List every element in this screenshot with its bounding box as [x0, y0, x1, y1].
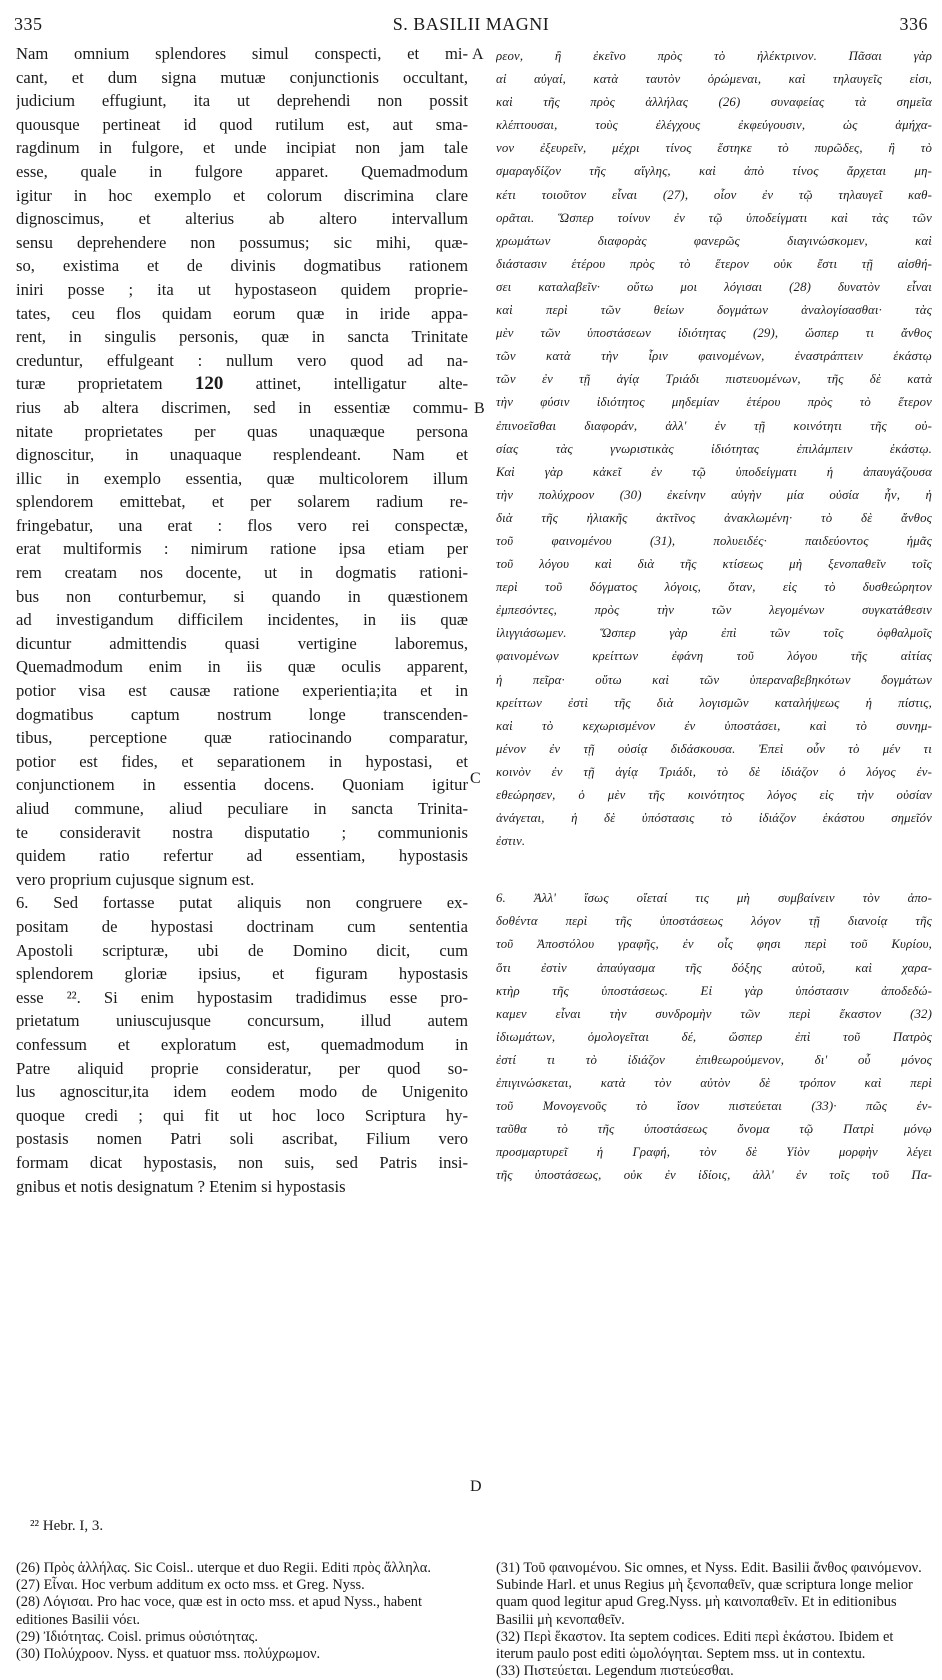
page-number-left: 335 [14, 14, 43, 34]
footnote: (32) Περὶ ἕκαστον. Ita septem codices. Editi περὶ ἑκάστου. Ibidem et iterum paulo post editi ὡμολόγηται. Septem mss. ut in contextu. [496, 1628, 894, 1663]
greek-line: ὅτι ἐστὶν ἀπαύγασμα τῆς δόξης αὐτοῦ, καὶ χαρα- [496, 960, 932, 975]
latin-line: judicium effugiunt, ita ut deprehendi non possit [16, 91, 468, 111]
greek-line: τῶν ἐν τῇ ἁγίᾳ Τριάδι πιστευομένων, τῆς δὲ κατὰ [496, 372, 932, 387]
greek-line: καὶ τὸ κεχωρισμένον ἐν ὑποστάσει, καὶ τὸ συνημ- [496, 718, 932, 733]
greek-line: σμαραγδίζον τῆς αἴγλης, καὶ ἀπὸ τίνος ἄρχεται μη- [496, 164, 932, 179]
latin-line: quousque pertineat id quod rutilum est, aut sma- [16, 114, 468, 134]
latin-line: dignoscitur, in unaquaque resplendeant. Nam et [16, 445, 468, 465]
greek-line: ἰδιωμάτων, ὁμολογεῖται δέ, ὥσπερ ἐπὶ τοῦ Πατρὸς [496, 1029, 932, 1044]
footnote: (33) Πιστεύεται. Legendum πιστεύεσθαι. [496, 1663, 734, 1680]
greek-line: Καὶ γὰρ κἀκεῖ ἐν τῷ ὑποδείγματι ἡ ἀπαυγάζουσα [496, 464, 932, 479]
greek-line: σει καταλαβεῖν· οὕτω μοι λόγισαι (28) δυνατὸν εἶναι [496, 279, 932, 294]
greek-line: ἀνάγεται, ἡ δὲ ὑπόστασις τὸ ἰδιάζον ἑκάστου σημεῖόν [496, 811, 932, 826]
greek-line: ταῦθα τὸ τῆς ὑποστάσεως ὄνομα τῷ Πατρὶ μόνῳ [496, 1122, 932, 1137]
greek-line: ἐστιν. [496, 834, 526, 849]
latin-line: positam de hypostasi doctrinam cum sententia [16, 916, 468, 936]
footnote: (27) Εἶναι. Hoc verbum additum ex octo mss. et Greg. Nyss. [16, 1577, 365, 1594]
footnote: (29) Ἰδιότητας. Coisl. primus οὐσιότητας. [16, 1628, 258, 1645]
latin-line: esse, quale in fulgore apparet. Quemadmodum [16, 161, 468, 181]
footnote: (31) Τοῦ φαινομένου. Sic omnes, et Nyss. Edit. Basilii ἄνθος φαινόμενον. Subinde Harl. et unus Regius μὴ ξενοπαθεῖν, quæ scriptura longe melior quam quod legitur apud Greg.Nyss. μὴ καινοπαθεῖν. Et in editionibus Basilii μὴ κενοπαθεῖν. [496, 1560, 922, 1628]
greek-line: ορᾶται. Ὥσπερ τοίνυν ἐν τῷ ὑποδείγματι καὶ τὰς τῶν [496, 210, 932, 225]
latin-line: dicuntur admittendis quasi vertigine laboremus, [16, 633, 468, 653]
latin-line: rem creatam nos docente, ut in dogmatis rationi- [16, 563, 468, 583]
greek-line: τοῦ Ἀποστόλου γραφῆς, ἐν οἷς φησι περὶ τοῦ Κυρίου, [496, 937, 932, 952]
greek-line: διάστασιν ἑτέρου πρὸς τὸ ἕτερον οὐκ ἔστι τῇ αἰσθή- [496, 256, 932, 271]
latin-line: potior est fides, et separationem in hypostasi, et [16, 751, 468, 771]
greek-line: καὶ περὶ τῶν θείων δογμάτων ἀναλογίσασθαι· τὰς [496, 303, 932, 318]
greek-line: τὴν πολύχροον (30) ἐκείνην αὐγὴν μία οὐσία ἦν, ἡ [496, 487, 932, 502]
latin-line: rius ab altera discrimen, sed in essentiæ commu- [16, 397, 468, 417]
latin-line: cant, et dum signa mutuæ conjunctionis occultant, [16, 67, 468, 87]
footnote: (28) Λόγισαι. Pro hac voce, quæ est in octo mss. et apud Nyss., habent editiones Basilii νόει. [16, 1594, 422, 1628]
greek-line: καὶ τῆς πρὸς ἀλλήλας (26) συναφείας τὰ σημεῖα [496, 95, 932, 110]
greek-line: τὴν φύσιν ἰδιότητος μηδεμίαν ἑτέρου πρὸς τὸ ἕτερον [496, 395, 932, 410]
greek-line: ἐπιγινώσκεται, κατὰ τὸν αὐτὸν δὲ τρόπον καὶ περὶ [496, 1076, 932, 1091]
latin-line: quidem ratio refertur ad essentiam, hypostasis [16, 846, 468, 866]
latin-line: confessum et exploratum est, quemadmodum in [16, 1034, 468, 1054]
latin-line: lus agnoscitur,ita idem eodem modo de Unigenito [16, 1082, 468, 1102]
greek-line: νον ἐξευρεῖν, μέχρι τίνος ἕστηκε τὸ πυρῶδες, ἢ τὸ [496, 141, 932, 156]
greek-line: μένον ἐν τῇ οὐσίᾳ διδάσκουσα. Ἐπεὶ οὖν τὸ μέν τι [496, 741, 932, 756]
latin-line: sensu deprehendere non possumus; sic mihi, quæ- [16, 232, 468, 252]
latin-line: Patre aliquid proprie consideratur, per quod so- [16, 1058, 468, 1078]
latin-line: Apostoli scripturæ, ubi de Domino dicit, cum [16, 940, 468, 960]
latin-line: gnibus et notis designatum ? Etenim si hypostasis [16, 1176, 346, 1196]
latin-line: igitur in hoc exemplo et colorum discrimina clare [16, 185, 468, 205]
latin-line: quoque credi ; qui fit ut hoc loco Scriptura hy- [16, 1105, 468, 1125]
latin-line: tibus, perceptione quæ ratiocinando comparatur, [16, 728, 468, 748]
latin-line: splendorem emittebat, et per solarem radium re- [16, 492, 468, 512]
margin-marker-d: D [470, 1478, 482, 1495]
latin-line-part: turæ proprietatem [16, 374, 195, 394]
latin-line: fringebatur, una erat : flos vero rei conspectæ, [16, 515, 468, 535]
greek-line: τοῦ φαινομένου (31), πολυειδές· παιδεύοντος ἡμᾶς [496, 533, 932, 548]
greek-column [496, 45, 932, 1188]
greek-line: κοινὸν ἐν τῇ ἁγίᾳ Τριάδι, τὸ δὲ ἰδιάζον ὁ λόγος ἐν- [496, 764, 932, 779]
greek-line: φαινομένων κρείττων ἐφάνη τοῦ λόγου τῆς αἰτίας [496, 649, 932, 664]
latin-line: so, existima et de divinis dogmatibus rationem [16, 256, 468, 276]
latin-line: nitate proprietates per quas unaquæque persona [16, 421, 468, 441]
greek-line: περὶ τοῦ δόγματος λόγοις, ὅταν, εἰς τὸ δυσθεώρητον [496, 580, 932, 595]
latin-line: rent, in singulis personis, quæ in sancta Trinitate [16, 327, 468, 347]
greek-line: προσμαρτυρεῖ ἡ Γραφή, τὸν δὲ Υἱὸν μορφὴν λέγει [496, 1145, 932, 1160]
greek-line: μὲν τῶν ὑποστάσεων ἰδιότητας (29), ὥσπερ τι ἄνθος [496, 326, 932, 341]
scripture-reference: ²² Hebr. I, 3. [30, 1518, 104, 1534]
latin-line: esse ²². Si enim hypostasim tradidimus esse pro- [16, 987, 468, 1007]
latin-line: Nam omnium splendores simul conspecti, et mi- [16, 44, 468, 63]
latin-line: Quemadmodum enim in iis quæ oculis apparent, [16, 657, 468, 677]
latin-line: potior visa est causæ ratione experientia;ita et in [16, 681, 468, 701]
latin-line [16, 372, 468, 396]
greek-line: κτὴρ τῆς ὑποστάσεως. Εἰ γὰρ ὑπόστασιν ἀποδεδώ- [496, 983, 932, 998]
greek-line: δοθέντα περὶ τῆς ὑποστάσεως λόγον τῇ διανοίᾳ τῆς [496, 914, 932, 929]
greek-line: τοῦ Μονογενοῦς τὸ ἴσον πιστεύεται (33)· πῶς ἐν- [496, 1099, 932, 1114]
footnote: (30) Πολύχροον. Nyss. et quatuor mss. πολύχρωμον. [16, 1646, 321, 1663]
latin-line: tates, ceu flos quidam eorum quæ in iride appa- [16, 303, 468, 323]
running-header [0, 14, 942, 40]
greek-line: τῶν κατὰ τὴν ἶριν φαινομένων, ἐναστράπτειν ἑκάστῳ [496, 349, 932, 364]
greek-line: αἱ αὐγαί, κατὰ ταυτὸν ὁρώμεναι, καὶ τηλαυγεῖς εἰσι, [496, 72, 932, 87]
footnotes-left [16, 1560, 466, 1663]
latin-line: ragdinum in fulgore, et unde incipiat non jam tale [16, 138, 468, 158]
footnotes-right [496, 1560, 932, 1680]
latin-line: bus non conturbemur, si quando in quæstionem [16, 586, 468, 606]
greek-line: εθεώρησεν, ὁ μὲν τῆς κοινότητος λόγος εἰς τὴν οὐσίαν [496, 788, 932, 802]
greek-line: ἐπινοεῖσθαι διαφοράν, ἀλλ' ἐν τῇ κοινότητι τῆς οὐ- [496, 418, 932, 433]
margin-marker-a: A [472, 46, 484, 63]
greek-line: ἡ πεῖρα· οὕτω καὶ τῶν ὑπεραναβεβηκότων δογμάτων [496, 672, 932, 687]
greek-line: 6. Ἀλλ' ἴσως οἴεταί τις μὴ συμβαίνειν τὸν ἀπο- [496, 891, 932, 906]
margin-marker-b: B [474, 400, 485, 417]
latin-line: formam dicat hypostasis, non suis, sed Patris insi- [16, 1152, 468, 1172]
greek-line: ἐστί τι τὸ ἰδιάζον ἐπιθεωρούμενον, δι' οὗ μόνος [496, 1052, 932, 1067]
greek-line: διὰ τῆς ἡλιακῆς ἀκτῖνος ἀνακλωμένη· τὸ δὲ ἄνθος [496, 510, 932, 525]
greek-line: τῆς ὑποστάσεως, οὐκ ἐν ἰδίοις, ἀλλ' ἐν τοῖς τοῦ Πα- [496, 1168, 932, 1183]
paragraph-gap [496, 853, 932, 887]
latin-line: conjunctionem in essentia docens. Quoniam igitur [16, 775, 468, 795]
greek-line: κέτι τοιοῦτον εἶναι (27), οἷον ἐν τῷ τηλαυγεῖ καθ- [496, 187, 932, 202]
greek-line: τοῦ λόγου καὶ διὰ τῆς κτίσεως μὴ ξενοπαθεῖν τοῖς [496, 557, 932, 572]
latin-line: aliud commune, aliud peculiare in sancta Trinita- [16, 799, 468, 818]
latin-line: iniri posse ; ita ut hypostaseon quidem proprie- [16, 279, 468, 299]
greek-line: καμεν εἶναι τὴν συνδρομὴν τῶν περὶ ἕκαστον (32) [496, 1006, 932, 1021]
greek-line: κρείττων ἐστὶ τῆς διὰ λογισμῶν καταλήψεως ἡ πίστις, [496, 695, 932, 710]
latin-line: te consideravit nostra disputatio ; communionis [16, 822, 468, 842]
latin-line: erat multiformis : nimirum ratione ipsa etiam per [16, 539, 468, 559]
page-number-right: 336 [899, 14, 928, 34]
latin-line: prietatum uniuscujusque concursum, illud autem [16, 1011, 468, 1031]
greek-line: ἰλιγγιάσωμεν. Ὥσπερ γὰρ ἐπὶ τῶν τοῖς ὀφθαλμοῖς [496, 626, 932, 641]
greek-line: χρωμάτων διαφορὰς φανερῶς διαγινώσκομεν, καὶ [496, 233, 932, 248]
latin-line: dogmatibus captum nostrum longe transcenden- [16, 704, 468, 724]
latin-line: splendorem gloriæ ipsius, et figuram hypostasis [16, 964, 468, 984]
column-number: 120 [194, 373, 224, 395]
latin-line-part: attinet, intelligatur alte- [223, 374, 468, 394]
latin-line: 6. Sed fortasse putat aliquis non congruere ex- [16, 893, 468, 913]
margin-marker-c: C [470, 770, 481, 787]
latin-line: vero proprium cujusque signum est. [16, 869, 255, 889]
greek-line: κλέπτουσαι, τοὺς ἐλέγχους ἐκφεύγουσιν, ὡς ἀμήχα- [496, 118, 932, 133]
latin-line: ad investigandum difficilem incidentes, in iis quæ [16, 610, 468, 630]
latin-line: creduntur, effulgeant : nullum vero quod ad na- [16, 350, 468, 370]
greek-line: ἐμπεσόντες, πρὸς τὴν τῶν λεγομένων συγκατάθεσιν [496, 603, 932, 618]
latin-line: illic in exemplo essentia, quæ multicolorem illum [16, 468, 468, 488]
latin-line: postasis nomen Patri soli ascribat, Filium vero [16, 1129, 468, 1149]
running-title: S. BASILII MAGNI [392, 14, 550, 34]
latin-line: dignoscimus, et alterius ab altero intervallum [16, 209, 468, 229]
greek-line: ρεον, ἢ ἐκεῖνο πρὸς τὸ ἠλέκτρινον. Πᾶσαι γὰρ [496, 49, 932, 63]
latin-column [16, 42, 468, 1198]
footnote: (26) Πρὸς ἀλλήλας. Sic Coisl.. uterque et duo Regii. Editi πρὸς ἄλληλα. [16, 1560, 431, 1576]
greek-line: σίας τὰς γνωριστικὰς ἰδιότητας ἐπιλάμπειν ἑκάστῳ. [496, 441, 932, 456]
